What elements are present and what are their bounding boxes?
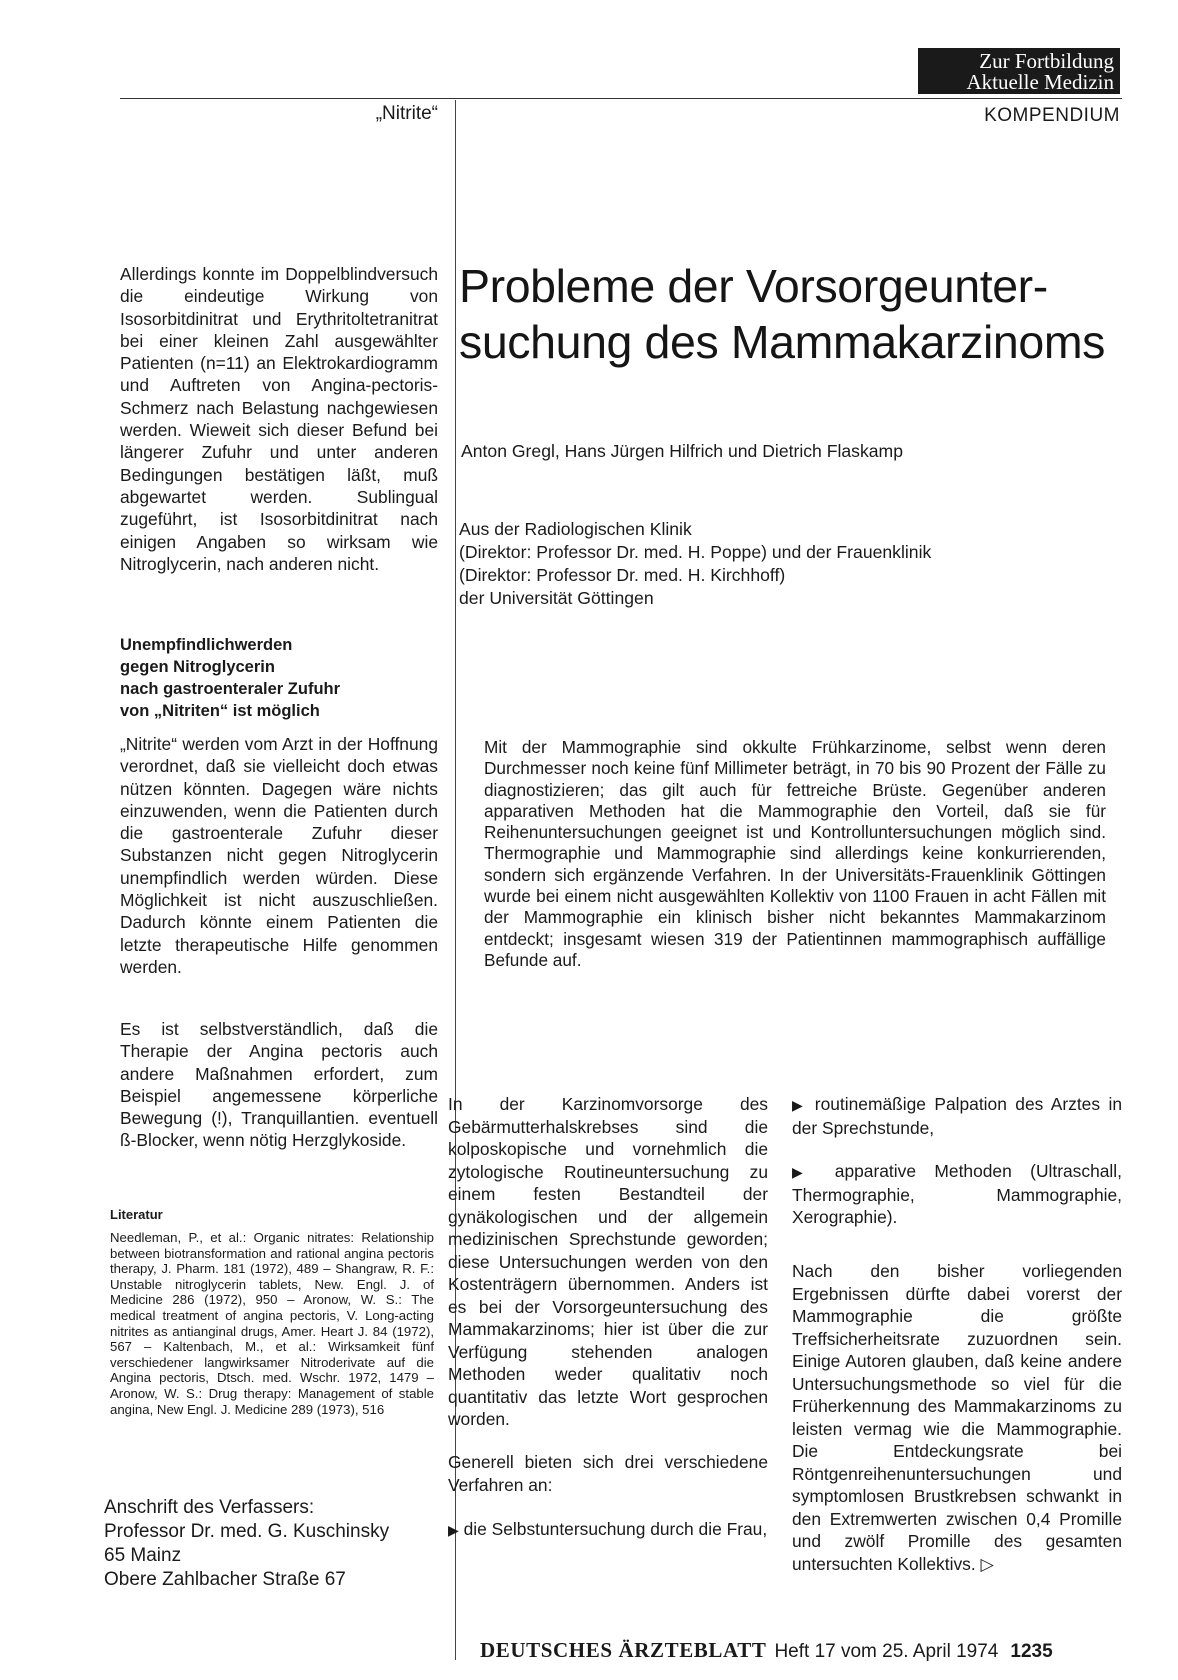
- section-label: KOMPENDIUM: [984, 105, 1120, 126]
- subhead-line: nach gastroenteraler Zufuhr: [120, 680, 341, 698]
- journal-name: DEUTSCHES ÄRZTEBLATT: [480, 1638, 767, 1662]
- triangle-bullet-icon: ▶: [792, 1164, 817, 1180]
- issue-info: Heft 17 vom 25. April 1974: [774, 1641, 999, 1662]
- bullet-item-3: ▶ apparative Methoden (Ultraschall, Thermographie, Mammographie, Xerographie).: [792, 1161, 1122, 1227]
- article-abstract: Mit der Mammographie sind okkulte Frühkarzinome, selbst wenn deren Durchmesser noch keine fünf Millimeter beträgt, in 70 bis 90 Prozent der Fälle zu diagnostizieren; das gilt auch für fettreiche Brüste. Gegenüber anderen apparativen Methoden hat die Mammographie den Vorteil, daß sie für Reihenuntersuchungen geeignet ist und Kontrolluntersuchungen möglich sind. Thermographie und Mammographie sind allerdings keine konkurrierenden, sondern sich ergänzende Verfahren. In der Universitäts-Frauenklinik Göttingen wurde bei einem nicht ausgewählten Kollektiv von 1100 Frauen in acht Fällen mit der Mammographie ein klinisch bisher nicht bekanntes Mammakarzinom entdeckt; insgesamt wiesen 319 der Patientinnen mammographisch auffällige Befunde auf.: [484, 737, 1106, 970]
- bullet-item-2: ▶ routinemäßige Palpation des Arztes in der Sprechstunde,: [792, 1094, 1122, 1138]
- left-subheading: [120, 634, 438, 722]
- title-line-1: Probleme der Vorsorgeunter-: [459, 260, 1048, 312]
- address-line: Professor Dr. med. G. Kuschinsky: [104, 1521, 390, 1542]
- triangle-bullet-icon: ▶: [792, 1097, 807, 1113]
- address-line: Anschrift des Verfassers:: [104, 1497, 315, 1518]
- affiliation-line: Aus der Radiologischen Klinik: [459, 519, 692, 539]
- badge-line-1: Zur Fortbildung: [979, 49, 1114, 73]
- title-line-2: suchung des Mammakarzinoms: [459, 316, 1106, 368]
- article-authors: Anton Gregl, Hans Jürgen Hilfrich und Dietrich Flaskamp: [461, 441, 903, 461]
- affiliation-line: der Universität Göttingen: [459, 588, 654, 608]
- continued-arrow-icon: ▷: [980, 1553, 994, 1574]
- body-middle-paragraph-2: Generell bieten sich drei verschiedene Verfahren an:: [448, 1452, 768, 1495]
- affiliation-line: (Direktor: Professor Dr. med. H. Poppe) und der Frauenklinik: [459, 542, 932, 562]
- literature-heading: Literatur: [110, 1207, 163, 1222]
- header-rule: [120, 98, 1122, 99]
- left-paragraph-2: „Nitrite“ werden vom Arzt in der Hoffnung verordnet, daß sie vielleicht doch etwas nützen könnten. Dagegen wäre nichts einzuwenden, wenn die Patienten durch die gastroenterale Zufuhr dieser Substanzen nicht gegen Nitroglycerin unempfindlich werden würden. Diese Möglichkeit ist nicht auszuschließen. Dadurch könnte einem Patienten die letzte therapeutische Hilfe genommen werden.: [120, 734, 438, 977]
- running-head: „Nitrite“: [375, 103, 438, 124]
- subhead-line: Unempfindlichwerden: [120, 636, 293, 654]
- affiliation-line: (Direktor: Professor Dr. med. H. Kirchhoff): [459, 565, 786, 585]
- left-intro-paragraph: Allerdings konnte im Doppelblindversuch die eindeutige Wirkung von Isosorbitdinitrat und Erythritoltetranitrat bei einer kleinen Zahl ausgewählter Patienten (n=11) an Elektrokardiogramm und Auftreten von Angina-pectoris-Schmerz nach Belastung nachgewiesen werden. Wieweit sich dieser Befund bei längerer Zufuhr und unter anderen Bedingungen bestätigen läßt, muß abgewartet werden. Sublingual zugeführt, ist Isosorbitdinitrat nach einigen Angaben so wirksam wie Nitroglycerin, nach anderen nicht.: [120, 264, 438, 574]
- badge-line-2: Aktuelle Medizin: [966, 70, 1114, 94]
- page-number: 1235: [1010, 1641, 1053, 1662]
- author-address: [104, 1496, 444, 1592]
- article-affiliation: [459, 518, 1119, 610]
- subhead-line: von „Nitriten“ ist möglich: [120, 702, 320, 720]
- address-line: Obere Zahlbacher Straße 67: [104, 1569, 346, 1590]
- body-right-paragraph: Nach den bisher vorliegenden Ergebnissen dürfte dabei vorerst der Mammographie die größte Treffsicherheitsrate zuzuordnen sein. Einige Autoren glauben, daß keine andere Untersuchungsmethode so viel für die Früherkennung des Mammakarzinoms zu leisten vermag wie die Mammographie. Die Entdeckungsrate bei Röntgenreihenuntersuchungen und symptomlosen Brustkrebsen schwankt in den Extremwerten zwischen 0,4 Promille und zwölf Promille des gesamten untersuchten Kollektivs. ▷: [792, 1261, 1122, 1574]
- bullet-item-1: ▶ die Selbstuntersuchung durch die Frau,: [448, 1519, 768, 1539]
- triangle-bullet-icon: ▶: [448, 1522, 459, 1538]
- subhead-line: gegen Nitroglycerin: [120, 658, 275, 676]
- section-badge: [918, 48, 1120, 94]
- literature-references: Needleman, P., et al.: Organic nitrates: Relationship between biotransformation and rational angina pectoris therapy, J. Pharm. 181 (1972), 489 – Shangraw, R. F.: Unstable nitroglycerin tablets, New. Engl. J. of Medicine 286 (1972), 950 – Aronow, W. S.: The medical treatment of angina pectoris, V. Long-acting nitrites as antianginal drugs, Amer. Heart J. 84 (1972), 567 – Kaltenbach, M., et al.: Wirksamkeit fünf verschiedener langwirksamer Nitroderivate auf die Angina pectoris, Dtsch. med. Wschr. 1972, 1479 – Aronow, W. S.: Drug therapy: Management of stable angina, New Engl. J. Medicine 289 (1973), 516: [110, 1230, 434, 1417]
- address-line: 65 Mainz: [104, 1545, 182, 1566]
- body-middle-paragraph-1: In der Karzinomvorsorge des Gebärmutterhalskrebses sind die kolposkopische und vornehmlich die zytologische Routineuntersuchung zu einem festen Bestandteil der gynäkologischen und der allgemein medizinischen Sprechstunde geworden; diese Untersuchungen werden von den Kostenträgern übernommen. Anders ist es bei der Vorsorgeuntersuchung des Mammakarzinoms; hier ist über die zur Verfügung stehenden analogen Methoden weder qualitativ noch quantitativ das letzte Wort gesprochen worden.: [448, 1094, 768, 1429]
- article-title: [459, 258, 1139, 370]
- page-footer: [480, 1638, 1122, 1663]
- left-paragraph-3: Es ist selbstverständlich, daß die Therapie der Angina pectoris auch andere Maßnahmen erfordert, zum Beispiel angemessene körperliche Bewegung (!), Tranquillantien. eventuell ß-Blocker, wenn nötig Herzglykoside.: [120, 1019, 438, 1151]
